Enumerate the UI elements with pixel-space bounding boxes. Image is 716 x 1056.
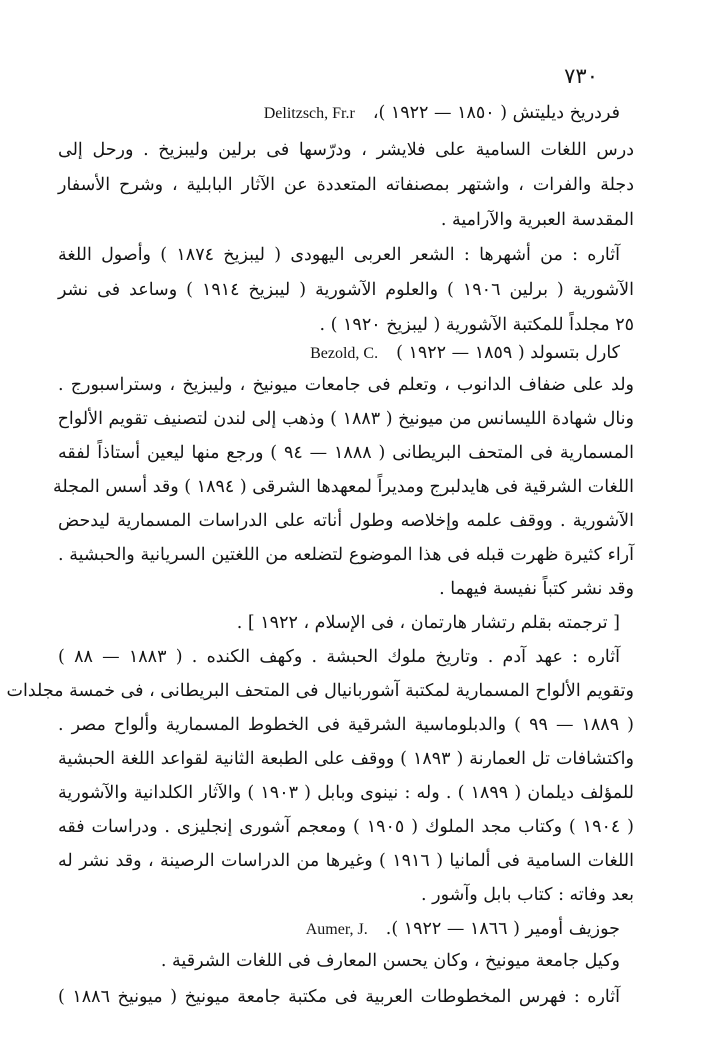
works-line: آثاره : من أشهرها : الشعر العربى اليهودى ( ليبزيخ ١٨٧٤ ) وأصول اللغة (58, 245, 620, 265)
text-line: دجلة والفرات ، واشتهر بمصنفاته المتعددة عن الآثار البابلية ، وشرح الأسفار (58, 175, 634, 195)
text-line: الآشورية . ووقف علمه وإخلاصه وطول أناته على الدراسات المسمارية ليدحض (58, 511, 634, 531)
heading-latin: Bezold, C. (310, 345, 379, 362)
text-line: المقدسة العبرية والآرامية . (440, 210, 634, 230)
text-line: وكيل جامعة ميونيخ ، وكان يحسن المعارف فى اللغات الشرقية . (160, 951, 620, 971)
text-line: آراء كثيرة ظهرت قبله فى هذا الموضوع لتضلعه من اللغتين السريانية والحبشية . (58, 545, 634, 565)
entry-heading-delitzsch (264, 98, 620, 128)
works-line: بعد وفاته : كتاب بابل وآشور . (421, 885, 634, 905)
text-line: وقد نشر كتباً نفيسة فيهما . (439, 579, 634, 599)
works-line: للمؤلف ديلمان ( ١٨٩٩ ) . وله : نينوى وبابل ( ١٩٠٣ ) والآثار الكلدانية والآشورية (58, 783, 634, 803)
works-line: اللغات السامية فى ألمانيا ( ١٩١٦ ) وغيرها من الدراسات الرصينة ، وقد نشر له (58, 851, 634, 871)
text-line: ولد على ضفاف الدانوب ، وتعلم فى جامعات ميونيخ ، وليبزيخ ، وستراسبورج . (58, 375, 634, 395)
text-line: المسمارية فى المتحف البريطانى ( ١٨٨٨ — ٩٤ ) ورجع منها ليعين أستاذاً لفقه (58, 443, 634, 463)
heading-latin: Aumer, J. (305, 921, 368, 938)
works-line: آثاره : عهد آدم . وتاريخ ملوك الحبشة . وكهف الكنده . ( ١٨٨٣ — ٨٨ ) (58, 647, 620, 667)
heading-arabic: كارل بتسولد ( ١٨٥٩ — ١٩٢٢ ) (396, 343, 620, 363)
works-line: الآشورية ( برلين ١٩٠٦ ) والعلوم الآشورية ( ليبزيخ ١٩١٤ ) وساعد فى نشر (58, 280, 634, 300)
heading-arabic: فردريخ ديليتش ( ١٨٥٠ — ١٩٢٢ )، (372, 103, 620, 123)
heading-arabic: جوزيف أومير ( ١٨٦٦ — ١٩٢٢ ). (385, 919, 620, 939)
text-line: ونال شهادة الليسانس من ميونيخ ( ١٨٨٣ ) وذهب إلى لندن لتصنيف تقويم الألواح (57, 409, 634, 429)
works-line: وتقويم الألواح المسمارية لمكتبة آشوربانيال فى المتحف البريطانى ، فى خمسة مجلدات (6, 681, 634, 701)
text-line: اللغات الشرقية فى هايدلبرج ومديراً لمعهدها الشرقى ( ١٨٩٤ ) وقد أسس المجلة (52, 477, 634, 497)
works-line: ( ١٨٨٩ — ٩٩ ) والدبلوماسية الشرقية فى الخطوط المسمارية وألواح مصر . (58, 715, 634, 735)
works-line: آثاره : فهرس المخطوطات العربية فى مكتبة جامعة ميونيخ ( ميونيخ ١٨٨٦ ) (58, 987, 620, 1007)
bibliographic-note: [ ترجمته بقلم رتشار هارتمان ، فى الإسلام ، ١٩٢٢ ] . (236, 613, 620, 633)
works-line: ( ١٩٠٤ ) وكتاب مجد الملوك ( ١٩٠٥ ) ومعجم آشورى إنجليزى . ودراسات فقه (58, 817, 635, 837)
text-line: درس اللغات السامية على فلايشر ، ودرّسها فى برلين وليبزيخ . ورحل إلى (58, 140, 634, 160)
entry-heading-bezold (310, 338, 620, 368)
entry-heading-aumer (306, 914, 620, 944)
works-line: واكتشافات تل العمارنة ( ١٨٩٣ ) ووقف على الطبعة الثانية لقواعد اللغة الحبشية (58, 749, 634, 769)
works-line: ٢٥ مجلداً للمكتبة الآشورية ( ليبزيخ ١٩٢٠ ) . (319, 315, 634, 335)
page-number: ٧٣٠ (564, 64, 598, 88)
heading-latin: Delitzsch, Fr.r (263, 105, 355, 122)
